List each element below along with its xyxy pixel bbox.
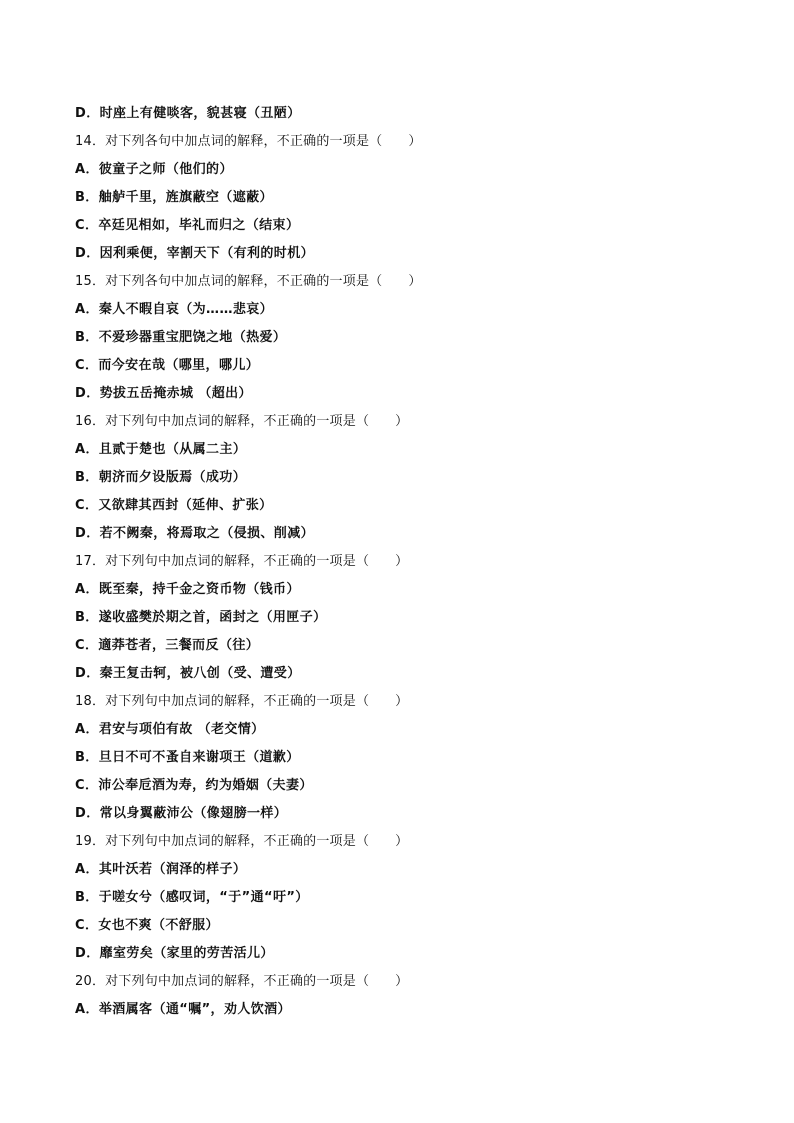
- answer-option: D．势拔五岳掩赤城 （超出）: [75, 386, 252, 401]
- question-number: 19．: [75, 834, 106, 849]
- question-number: 16．: [75, 414, 106, 429]
- answer-option: C．而今安在哉（哪里，哪儿）: [75, 358, 260, 373]
- question-number: 17．: [75, 554, 106, 569]
- answer-option: D．靡室劳矣（家里的劳苦活儿）: [75, 946, 274, 961]
- answer-option: A．且贰于楚也（从属二主）: [75, 442, 247, 457]
- answer-option: D．若不阙秦，将焉取之（侵损、削减）: [75, 526, 314, 541]
- closing-paren: ）: [395, 694, 409, 709]
- closing-paren: ）: [395, 834, 409, 849]
- answer-option: D．时座上有健啖客，貌甚寝（丑陋）: [75, 106, 301, 121]
- answer-option: D．秦王复击轲，被八创（受、遭受）: [75, 666, 301, 681]
- question-text: 对下列句中加点词的解释，不正确的一项是（: [105, 554, 370, 569]
- question-text: 对下列各句中加点词的解释，不正确的一项是（: [105, 274, 383, 289]
- document-page: [75, 100, 755, 1024]
- answer-option: B．旦日不可不蚤自来谢项王（道歉）: [75, 750, 300, 765]
- closing-paren: ）: [408, 274, 422, 289]
- question-stem: [75, 268, 755, 296]
- question-stem: [75, 828, 755, 856]
- question-text: 对下列各句中加点词的解释，不正确的一项是（: [105, 134, 383, 149]
- answer-option: A．既至秦，持千金之资币物（钱币）: [75, 582, 300, 597]
- answer-option: C．又欲肆其西封（延伸、扩张）: [75, 498, 273, 513]
- answer-option: A．君安与项伯有故 （老交情）: [75, 722, 265, 737]
- answer-option: B．朝济而夕设版焉（成功）: [75, 470, 247, 485]
- question-stem: [75, 548, 755, 576]
- answer-option: A．举酒属客（通“嘱”，劝人饮酒）: [75, 1002, 291, 1017]
- answer-option: C．卒廷见相如，毕礼而归之（结束）: [75, 218, 300, 233]
- question-text: 对下列句中加点词的解释，不正确的一项是（: [105, 694, 370, 709]
- question-text: 对下列句中加点词的解释，不正确的一项是（: [105, 834, 370, 849]
- question-number: 14．: [75, 134, 106, 149]
- answer-option: B．遂收盛樊於期之首，函封之（用匣子）: [75, 610, 327, 625]
- answer-option: B．于嗟女兮（感叹词，“于”通“吁”）: [75, 890, 309, 905]
- question-number: 15．: [75, 274, 106, 289]
- answer-option: B．舳舻千里，旌旗蔽空（遮蔽）: [75, 190, 273, 205]
- answer-option: C．適莽苍者，三餐而反（往）: [75, 638, 260, 653]
- question-number: 18．: [75, 694, 106, 709]
- question-stem: [75, 128, 755, 156]
- question-number: 20．: [75, 974, 106, 989]
- answer-option: C．女也不爽（不舒服）: [75, 918, 219, 933]
- answer-option: B．不爱珍器重宝肥饶之地（热爱）: [75, 330, 287, 345]
- closing-paren: ）: [395, 974, 409, 989]
- question-stem: [75, 408, 755, 436]
- answer-option: A．秦人不暇自哀（为……悲哀）: [75, 302, 274, 317]
- question-stem: [75, 968, 755, 996]
- question-text: 对下列句中加点词的解释，不正确的一项是（: [105, 974, 370, 989]
- closing-paren: ）: [408, 134, 422, 149]
- question-stem: [75, 688, 755, 716]
- answer-option: A．其叶沃若（润泽的样子）: [75, 862, 247, 877]
- answer-option: C．沛公奉卮酒为寿，约为婚姻（夫妻）: [75, 778, 313, 793]
- closing-paren: ）: [395, 414, 409, 429]
- answer-option: D．因利乘便，宰割天下（有利的时机）: [75, 246, 314, 261]
- question-text: 对下列句中加点词的解释，不正确的一项是（: [105, 414, 370, 429]
- answer-option: A．彼童子之师（他们的）: [75, 162, 233, 177]
- answer-option: D．常以身翼蔽沛公（像翅膀一样）: [75, 806, 288, 821]
- closing-paren: ）: [395, 554, 409, 569]
